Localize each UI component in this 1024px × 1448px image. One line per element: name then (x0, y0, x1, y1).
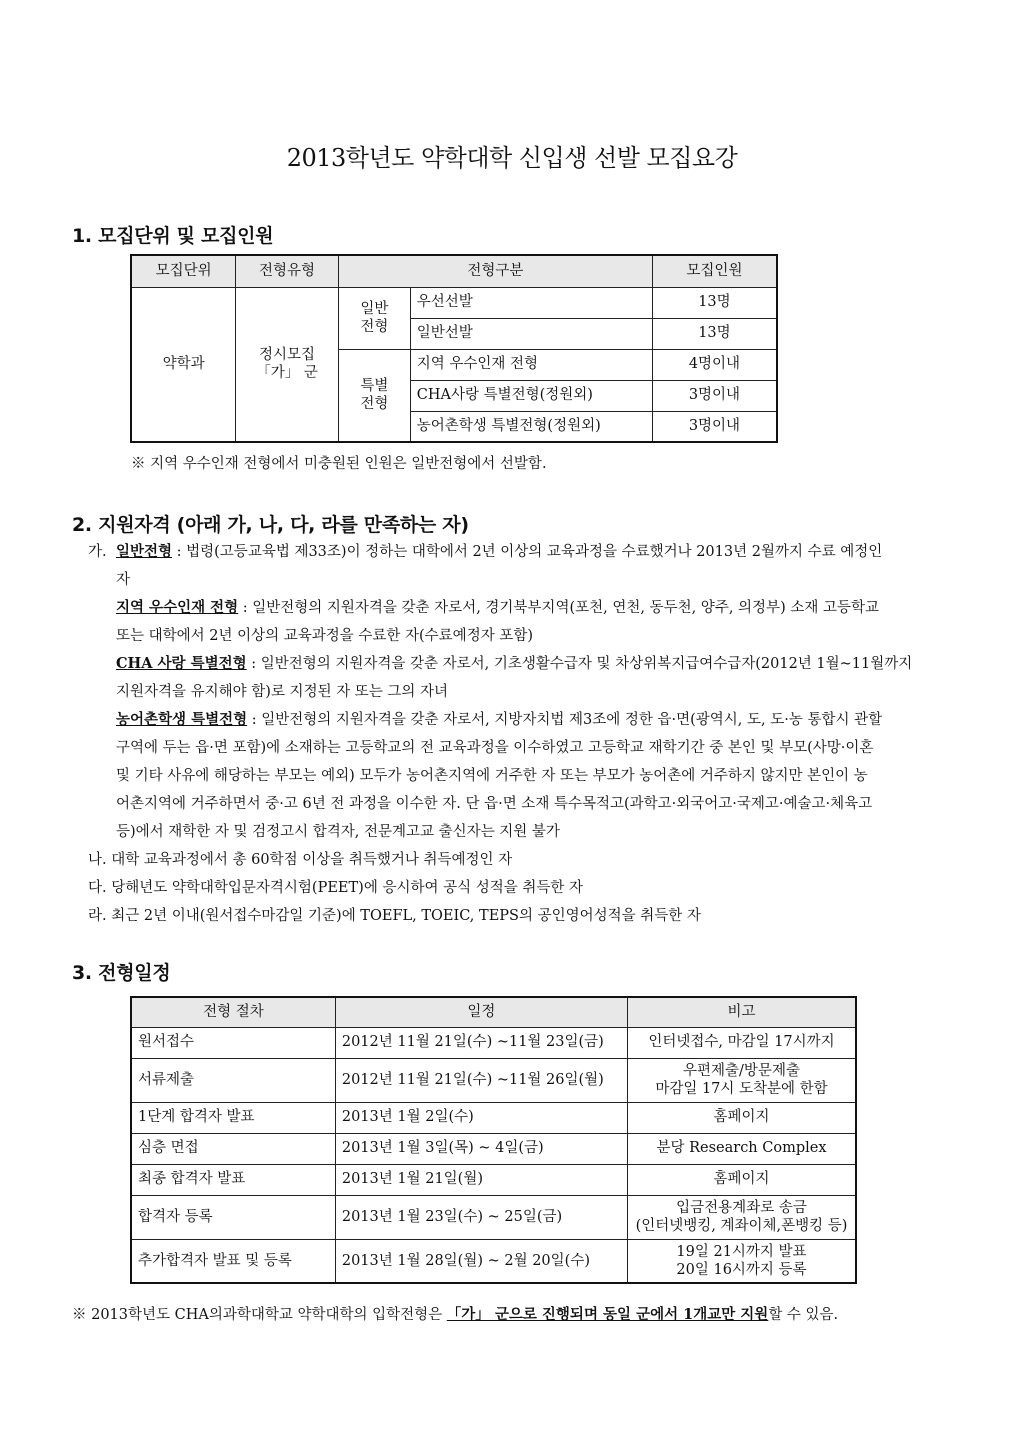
remark-line: 19일 21시까지 발표 (676, 1243, 807, 1260)
remark-line: 우편제출/방문제출 (683, 1062, 800, 1079)
schedule-step: 최종 합격자 발표 (131, 1164, 335, 1195)
qual-ga-line1 (88, 538, 954, 566)
qual-cha-line1 (88, 650, 954, 678)
schedule-date: 2012년 11월 21일(수) ~11월 23일(금) (335, 1027, 627, 1058)
section1-note: ※ 지역 우수인재 전형에서 미충원된 인원은 일반전형에서 선발함. (131, 456, 547, 472)
qual-cha-line2: 지원자격을 유지해야 함)로 지정된 자 또는 그의 자녀 (116, 684, 449, 700)
special-group-line2: 전형 (360, 396, 389, 413)
remark-line: 마감일 17시 도착분에 한함 (655, 1081, 828, 1097)
qual-na: 나. 대학 교육과정에서 총 60학점 이상을 취득했거나 취득예정인 자 (88, 852, 513, 868)
qual-cha-text: : 일반전형의 지원자격을 갖춘 자로서, 기초생활수급자 및 차상위복지급여수급자(2012년 1월~11월까지 (246, 656, 913, 672)
special-group-line1: 특별 (360, 378, 389, 395)
schedule-remark (628, 1058, 857, 1102)
row-count: 3명이내 (652, 380, 777, 411)
row-name: 농어촌학생 특별전형(정원외) (410, 411, 652, 442)
enrollment-table (130, 254, 778, 443)
remark-line: (인터넷뱅킹, 계좌이체,폰뱅킹 등) (635, 1218, 848, 1234)
qual-ga-line2: 자 (116, 572, 131, 588)
footer-emphasis: 「가」 군으로 진행되며 동일 군에서 1개교만 지원 (446, 1306, 769, 1323)
qual-da: 다. 당해년도 약학대학입문자격시험(PEET)에 응시하여 공식 성적을 취득한 자 (88, 880, 583, 896)
qual-rural-line5: 등)에서 재학한 자 및 검정고시 합격자, 전문계고교 출신자는 지원 불가 (116, 824, 560, 840)
row-count: 13명 (652, 318, 777, 349)
header-count: 모집인원 (652, 255, 777, 287)
qual-ga-label: 일반전형 (116, 543, 173, 560)
qual-ga-marker: 가. (88, 544, 107, 560)
qual-region-label: 지역 우수인재 전형 (116, 599, 239, 616)
general-group-cell (338, 287, 410, 349)
schedule-step: 서류제출 (131, 1058, 335, 1102)
header-unit: 모집단위 (131, 255, 236, 287)
general-group-line2: 전형 (360, 319, 389, 335)
remark-line: 분당 Research Complex (656, 1140, 827, 1157)
footer-post: 할 수 있음. (768, 1307, 839, 1323)
type-cell (236, 287, 339, 442)
row-count: 3명이내 (652, 411, 777, 442)
remark-line: 입금전용계좌로 송금 (676, 1199, 807, 1216)
schedule-remark (628, 1239, 857, 1283)
remark-line: 홈페이지 (713, 1109, 770, 1126)
qual-rural-line3: 및 기타 사유에 해당하는 부모는 예외) 모두가 농어촌지역에 거주한 자 또는 부모가 농어촌에 거주하지 않지만 본인이 농 (116, 768, 868, 784)
type-line1: 정시모집 (259, 347, 316, 364)
qual-rural-line4: 어촌지역에 거주하면서 중·고 6년 전 과정을 이수한 자. 단 읍·면 소재 특수목적고(과학고·외국어고·국제고·예술고·체육고 (116, 796, 873, 812)
schedule-date: 2013년 1월 28일(월) ~ 2월 20일(수) (335, 1239, 627, 1283)
schedule-date: 2013년 1월 2일(수) (335, 1102, 627, 1133)
schedule-step: 원서접수 (131, 1027, 335, 1058)
row-name: CHA사랑 특별전형(정원외) (410, 380, 652, 411)
schedule-step: 1단계 합격자 발표 (131, 1102, 335, 1133)
section3-heading: 3. 전형일정 (72, 962, 171, 984)
schedule-remark (628, 1102, 857, 1133)
schedule-date: 2013년 1월 21일(월) (335, 1164, 627, 1195)
unit-cell: 약학과 (131, 287, 236, 442)
row-name: 우선선발 (410, 287, 652, 318)
footer-pre: ※ 2013학년도 CHA의과학대학교 약학대학의 입학전형은 (72, 1307, 447, 1323)
qual-region-line1 (88, 594, 954, 622)
qual-region-text: : 일반전형의 지원자격을 갖춘 자로서, 경기북부지역(포천, 연천, 동두천, 양주, 의정부) 소재 고등학교 (238, 600, 879, 616)
qualification-list (88, 538, 954, 930)
schedule-date: 2013년 1월 3일(목) ~ 4일(금) (335, 1133, 627, 1164)
row-name: 일반선발 (410, 318, 652, 349)
header-date: 일정 (335, 997, 627, 1027)
qual-rural-text: : 일반전형의 지원자격을 갖춘 자로서, 지방자치법 제3조에 정한 읍·면(광역시, 도, 도·농 통합시 관할 (247, 712, 883, 728)
schedule-remark (628, 1164, 857, 1195)
row-name: 지역 우수인재 전형 (410, 349, 652, 380)
qual-rural-label: 농어촌학생 특별전형 (116, 711, 248, 728)
document-title: 2013학년도 약학대학 신입생 선발 모집요강 (286, 144, 738, 172)
schedule-remark (628, 1195, 857, 1239)
special-group-cell (338, 349, 410, 442)
schedule-step: 합격자 등록 (131, 1195, 335, 1239)
qual-cha-label: CHA 사랑 특별전형 (116, 655, 247, 672)
qual-rural-line2: 구역에 두는 읍·면 포함)에 소재하는 고등학교의 전 교육과정을 이수하였고 고등학교 재학기간 중 본인 및 부모(사망·이혼 (116, 740, 874, 756)
header-step: 전형 절차 (131, 997, 335, 1027)
row-count: 13명 (652, 287, 777, 318)
general-group-line1: 일반 (360, 300, 389, 317)
schedule-table (130, 996, 857, 1284)
section1-heading: 1. 모집단위 및 모집인원 (72, 225, 274, 247)
schedule-remark (628, 1027, 857, 1058)
qual-region-line2: 또는 대학에서 2년 이상의 교육과정을 수료한 자(수료예정자 포함) (116, 628, 533, 644)
type-line2: 「가」 군 (256, 365, 318, 382)
header-remark: 비고 (628, 997, 857, 1027)
qual-ra: 라. 최근 2년 이내(원서접수마감일 기준)에 TOEFL, TOEIC, TEPS의 공인영어성적을 취득한 자 (88, 908, 701, 924)
header-category: 전형구분 (338, 255, 652, 287)
row-count: 4명이내 (652, 349, 777, 380)
qual-ga-text: : 법령(고등교육법 제33조)이 정하는 대학에서 2년 이상의 교육과정을 수료했거나 2013년 2월까지 수료 예정인 (172, 544, 883, 560)
schedule-date: 2012년 11월 21일(수) ~11월 26일(월) (335, 1058, 627, 1102)
schedule-step: 심층 면접 (131, 1133, 335, 1164)
section2-heading: 2. 지원자격 (아래 가, 나, 다, 라를 만족하는 자) (72, 514, 469, 536)
schedule-step: 추가합격자 발표 및 등록 (131, 1239, 335, 1283)
remark-line: 홈페이지 (713, 1171, 770, 1188)
schedule-remark (628, 1133, 857, 1164)
remark-line: 20일 16시까지 등록 (676, 1261, 807, 1278)
remark-line: 인터넷접수, 마감일 17시까지 (648, 1034, 835, 1051)
qual-rural-line1 (88, 706, 954, 734)
header-type: 전형유형 (236, 255, 339, 287)
schedule-date: 2013년 1월 23일(수) ~ 25일(금) (335, 1195, 627, 1239)
section3-footer (72, 1303, 838, 1324)
